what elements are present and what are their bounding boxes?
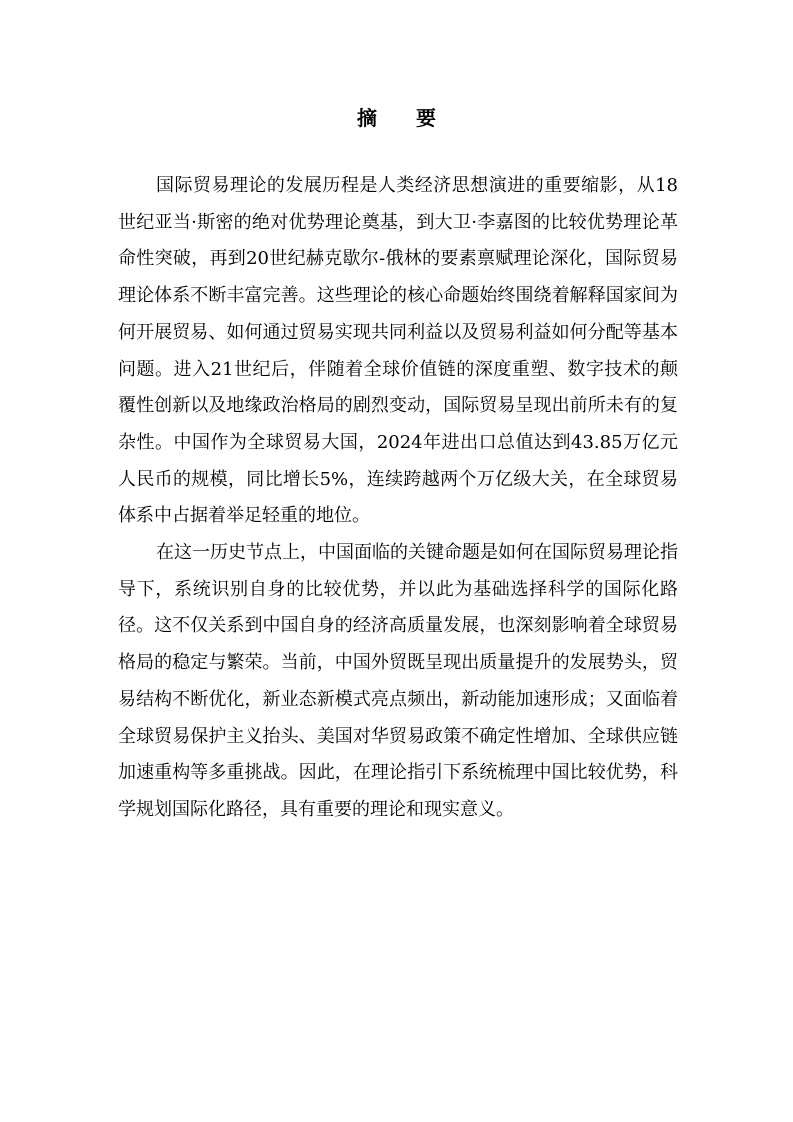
abstract-body (118, 168, 678, 829)
abstract-title: 摘 要 (357, 106, 452, 130)
abstract-paragraph-1: 国际贸易理论的发展历程是人类经济思想演进的重要缩影，从18世纪亚当·斯密的绝对优势理论奠基，到大卫·李嘉图的比较优势理论革命性突破，再到20世纪赫克歇尔-俄林的要素禀赋理论深化，国际贸易理论体系不断丰富完善。这些理论的核心命题始终围绕着解释国家间为何开展贸易、如何通过贸易实现共同利益以及贸易利益如何分配等基本问题。进入21世纪后，伴随着全球价值链的深度重塑、数字技术的颠覆性创新以及地缘政治格局的剧烈变动，国际贸易呈现出前所未有的复杂性。中国作为全球贸易大国，2024年进出口总值达到43.85万亿元人民币的规模，同比增长5%，连续跨越两个万亿级大关，在全球贸易体系中占据着举足轻重的地位。 (118, 175, 678, 527)
abstract-paragraph-2: 在这一历史节点上，中国面临的关键命题是如何在国际贸易理论指导下，系统识别自身的比较优势，并以此为基础选择科学的国际化路径。这不仅关系到中国自身的经济高质量发展，也深刻影响着全球贸易格局的稳定与繁荣。当前，中国外贸既呈现出质量提升的发展势头，贸易结构不断优化，新业态新模式亮点频出，新动能加速形成；又面临着全球贸易保护主义抬头、美国对华贸易政策不确定性增加、全球供应链加速重构等多重挑战。因此，在理论指引下系统梳理中国比较优势，科学规划国际化路径，具有重要的理论和现实意义。 (118, 542, 678, 820)
